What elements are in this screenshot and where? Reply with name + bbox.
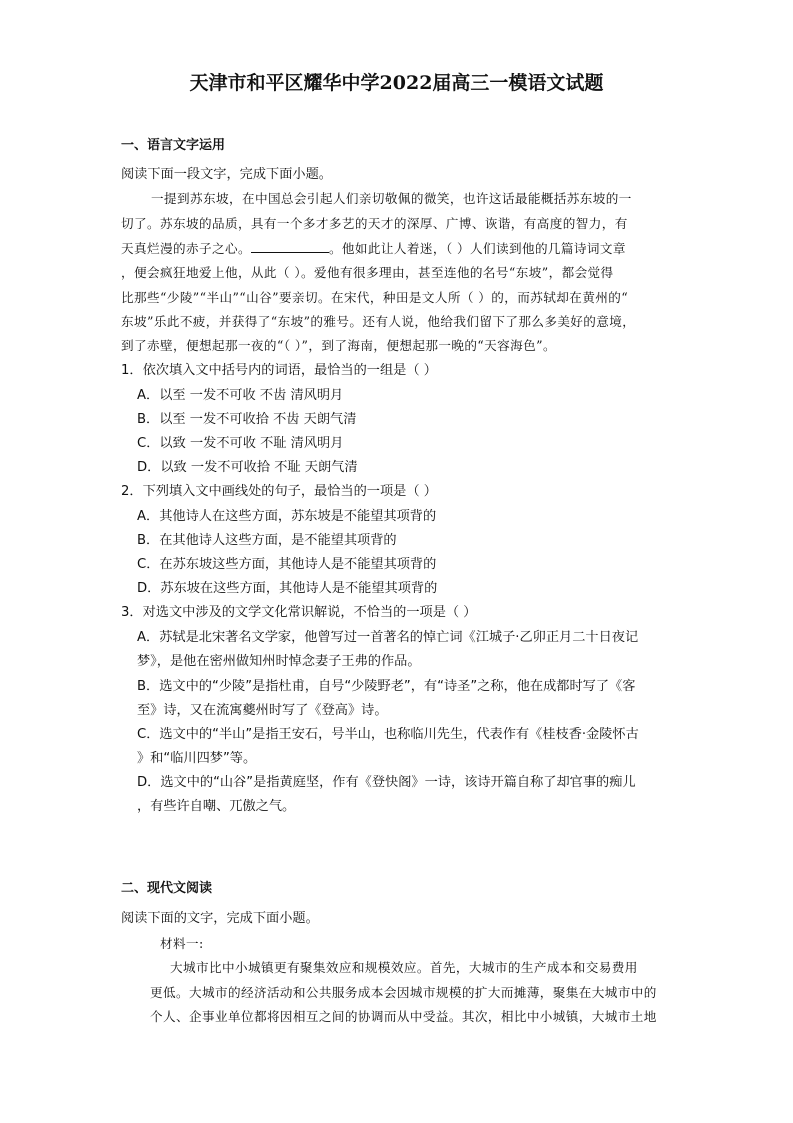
passage-line: 东坡”乐此不疲，并获得了“东坡”的雅号。还有人说，他给我们留下了那么多美好的意境， — [121, 314, 636, 329]
passage-line: 更低。大城市的经济活动和公共服务成本会因城市规模的扩大而摊薄，聚集在大城市中的 — [150, 985, 657, 1000]
question-option: B．选文中的“少陵”是指杜甫，自号“少陵野老”，有“诗圣”之称，他在成都时写了《客 — [137, 679, 636, 694]
material-label: 材料一: — [160, 936, 204, 951]
question-option: B．在其他诗人这些方面，是不能望其项背的 — [137, 533, 397, 548]
passage-line — [121, 238, 626, 257]
question-stem-2: 2．下列填入文中画线处的句子，最恰当的一项是（ ） — [121, 484, 437, 499]
question-option: C．选文中的“半山”是指王安石，号半山，也称临川先生，代表作有《桂枝香·金陵怀古 — [137, 727, 639, 742]
passage-line: 一提到苏东坡，在中国总会引起人们亲切敬佩的微笑，也许这话最能概括苏东坡的一 — [151, 191, 632, 206]
question-option-continued: 至》诗，又在流寓夔州时写了《登高》诗。 — [137, 703, 388, 718]
page-title: 天津市和平区耀华中学2022届高三一模语文试题 — [189, 72, 604, 94]
passage-line: ，便会疯狂地爱上他，从此（ ）。爱他有很多理由，甚至连他的名号“东坡”，都会觉得 — [121, 265, 614, 280]
section-instruction-1: 阅读下面一段文字，完成下面小题。 — [121, 167, 332, 182]
question-option-continued: 》和“临川四梦”等。 — [137, 751, 257, 766]
question-option: A．苏轼是北宋著名文学家，他曾写过一首著名的悼亡词《江城子·乙卯正月二十日夜记 — [137, 630, 639, 645]
passage-line-part: 。他如此让人着迷，（ ）人们读到他的几篇诗词文章 — [328, 241, 626, 256]
passage-line: 个人、企事业单位都将因相互之间的协调而从中受益。其次，相比中小城镇，大城市土地 — [150, 1009, 657, 1024]
fill-blank-underline — [251, 242, 329, 253]
question-option-continued: 梦》，是他在密州做知州时悼念妻子王弗的作品。 — [137, 654, 421, 669]
passage-line: 大城市比中小城镇更有聚集效应和规模效应。首先，大城市的生产成本和交易费用 — [170, 960, 638, 975]
passage-line: 到了赤壁，便想起那一夜的“（ ）”，到了海南，便想起那一晚的“天容海色”。 — [121, 338, 556, 353]
section-heading-2: 二、现代文阅读 — [121, 881, 213, 896]
question-option: C．以致 一发不可收 不耻 清风明月 — [137, 436, 344, 451]
passage-line: 比那些“少陵”“半山”“山谷”要亲切。在宋代，种田是文人所（ ）的，而苏轼却在黄州的“ — [121, 290, 629, 305]
question-option: C．在苏东坡这些方面，其他诗人是不能望其项背的 — [137, 557, 437, 572]
passage-line-part: 天真烂漫的赤子之心。 — [121, 241, 251, 256]
question-option-continued: ，有些许自嘲、兀傲之气。 — [137, 799, 296, 814]
question-option: A．其他诗人在这些方面，苏东坡是不能望其项背的 — [137, 509, 437, 524]
question-option: B．以至 一发不可收拾 不齿 天朗气清 — [137, 412, 357, 427]
question-option: D．以致 一发不可收拾 不耻 天朗气清 — [137, 460, 358, 475]
question-stem-1: 1．依次填入文中括号内的词语，最恰当的一组是（ ） — [121, 363, 437, 378]
question-option: D．选文中的“山谷”是指黄庭坚，作有《登快阁》一诗，该诗开篇自称了却官事的痴儿 — [137, 775, 636, 790]
passage-line: 切了。苏东坡的品质，具有一个多才多艺的天才的深厚、广博、诙谐，有高度的智力，有 — [121, 216, 628, 231]
question-option: D．苏东坡在这些方面，其他诗人是不能望其项背的 — [137, 581, 438, 596]
question-option: A．以至 一发不可收 不齿 清风明月 — [137, 388, 344, 403]
section-heading-1: 一、语言文字运用 — [121, 138, 226, 153]
section-instruction-2: 阅读下面的文字，完成下面小题。 — [121, 911, 319, 926]
question-stem-3: 3．对选文中涉及的文学文化常识解说，不恰当的一项是（ ） — [121, 605, 477, 620]
